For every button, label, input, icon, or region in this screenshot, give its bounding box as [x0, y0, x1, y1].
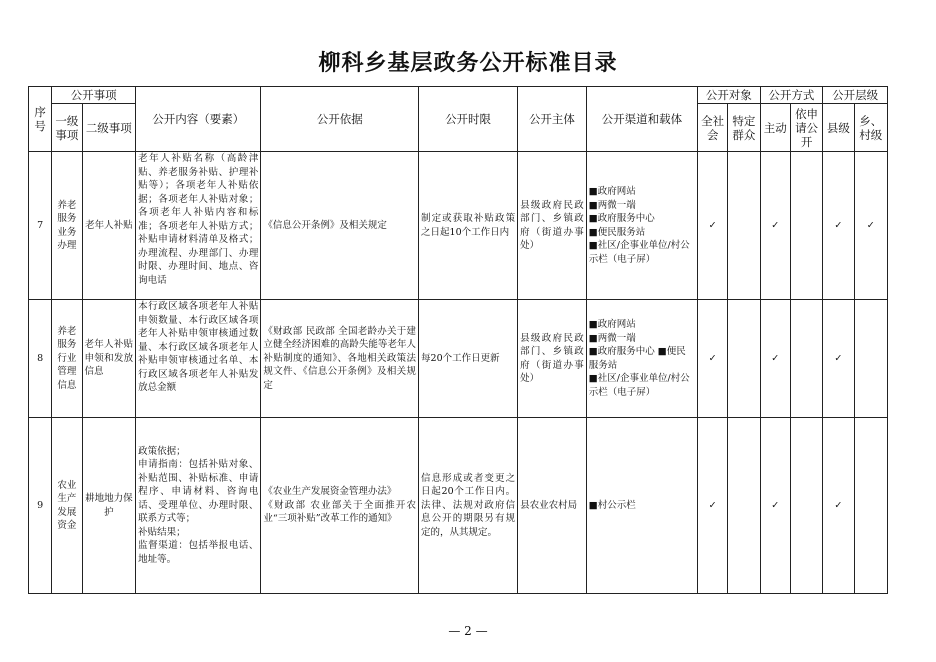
- check-method-active: ✓: [760, 418, 790, 594]
- channel-item: ■政府服务中心: [588, 213, 655, 224]
- check-level-town: [854, 300, 887, 418]
- header-level-town: 乡、村级: [854, 104, 887, 152]
- header-level1: 一级事项: [52, 104, 82, 152]
- row-content: [136, 300, 261, 418]
- content-line: 补贴结果；: [138, 526, 186, 538]
- row-time-limit: 制定或获取补贴政策之日起10个工作日内: [419, 152, 518, 300]
- table-row: [29, 152, 888, 300]
- row-channels: [586, 300, 697, 418]
- check-level-town: ✓: [854, 152, 887, 300]
- row-level2: 耕地地力保护: [82, 418, 136, 594]
- row-seq: 8: [29, 300, 52, 418]
- check-target-specific: [728, 300, 760, 418]
- channel-item: ■政府网站: [588, 186, 636, 197]
- row-time-limit: 每20个工作日更新: [419, 300, 518, 418]
- check-level-county: ✓: [823, 418, 854, 594]
- row-level1: 养老服务行业管理信息: [52, 300, 82, 418]
- check-method-active: ✓: [760, 152, 790, 300]
- check-method-request: [790, 300, 822, 418]
- content-line: 政策依据；: [138, 445, 186, 457]
- check-level-town: [854, 418, 887, 594]
- table-row: [29, 418, 888, 594]
- row-content-text: 本行政区域各项老年人补贴申领数量、本行政区域各项老年人补贴申领审核通过数量、本行政区域各项老年人补贴申领审核通过名单、本行政区域各项老年人补贴发放总金额: [138, 301, 259, 393]
- header-target-all: 全社会: [697, 104, 727, 152]
- header-method-request: 依申请公开: [790, 104, 822, 152]
- page-title: 柳科乡基层政务公开标准目录: [318, 50, 618, 76]
- page-number: — 2 —: [448, 624, 488, 638]
- header-matters: 公开事项: [52, 87, 136, 104]
- check-target-specific: [728, 418, 760, 594]
- row-basis: [261, 418, 419, 594]
- check-target-all: ✓: [697, 418, 727, 594]
- header-level-county: 县级: [823, 104, 854, 152]
- channel-item: ■政府服务中心 ■便民服务站: [588, 346, 686, 371]
- channel-item: ■两微一端: [588, 199, 636, 211]
- header-target-specific: 特定群众: [728, 104, 760, 152]
- row-content: [136, 152, 261, 300]
- header-level: 公开层级: [823, 87, 888, 104]
- row-level2: 老年人补贴: [82, 152, 136, 300]
- basis-line: 《财政部 农业部关于全面推开农业“三项补贴”改革工作的通知》: [263, 499, 417, 525]
- check-method-request: [790, 418, 822, 594]
- check-target-all: ✓: [697, 152, 727, 300]
- check-level-county: ✓: [823, 300, 854, 418]
- check-method-active: ✓: [760, 300, 790, 418]
- basis-line: 《农业生产发展资金管理办法》: [263, 486, 397, 498]
- channel-item: ■政府网站: [588, 319, 636, 330]
- content-line: 申请指南：包括补贴对象、补贴范围、补贴标准、申请程序、申请材料、咨询电话、受理单位、办理时限、联系方式等；: [138, 459, 259, 525]
- header-level2: 二级事项: [82, 104, 136, 152]
- row-basis: 《财政部 民政部 全国老龄办关于建立健全经济困难的高龄失能等老年人补贴制度的通知》、各地相关政策法规文件、《信息公开条例》及相关规定: [261, 300, 419, 418]
- row-content: [136, 418, 261, 594]
- row-level1: 农业生产发展资金: [52, 418, 82, 594]
- catalog-table: [28, 86, 888, 594]
- row-channels: [586, 418, 697, 594]
- content-line: 监督渠道：包括举报电话、地址等。: [138, 540, 259, 565]
- header-content: 公开内容（要素）: [136, 87, 261, 152]
- header-target: 公开对象: [697, 87, 760, 104]
- header-subject: 公开主体: [518, 87, 587, 152]
- header-seq: 序号: [29, 87, 52, 152]
- channel-item: ■社区/企事业单位/村公示栏（电子屏）: [588, 240, 690, 265]
- row-content-text: 老年人补贴名称（高龄津贴、养老服务补贴、护理补贴等）；各项老年人补贴依据；各项老年人补贴对象；各项老年人补贴内容和标准；各项老年人补贴方式；补贴申请材料清单及格式；办理流程、办理部门、办理时限、办理时间、地点、咨询电话: [138, 153, 259, 286]
- header-method-active: 主动: [760, 104, 790, 152]
- row-subject: 县级政府民政部门、乡镇政府（街道办事处）: [518, 152, 587, 300]
- row-subject: 县级政府民政部门、乡镇政府（街道办事处）: [518, 300, 587, 418]
- check-target-specific: [728, 152, 760, 300]
- check-target-all: ✓: [697, 300, 727, 418]
- check-level-county: ✓: [823, 152, 854, 300]
- header-channel: 公开渠道和载体: [586, 87, 697, 152]
- row-level1: 养老服务业务办理: [52, 152, 82, 300]
- row-basis: 《信息公开条例》及相关规定: [261, 152, 419, 300]
- row-level2: 老年人补贴申领和发放信息: [82, 300, 136, 418]
- channel-item: ■社区/企事业单位/村公示栏（电子屏）: [588, 373, 690, 398]
- table-row: [29, 300, 888, 418]
- row-subject: 县农业农村局: [518, 418, 587, 594]
- channel-item: ■村公示栏: [588, 499, 636, 511]
- row-channels: [586, 152, 697, 300]
- row-time-limit: 信息形成或者变更之日起20个工作日内。法律、法规对政府信息公开的期限另有规定的，从其规定。: [419, 418, 518, 594]
- header-time-limit: 公开时限: [419, 87, 518, 152]
- row-seq: 7: [29, 152, 52, 300]
- header-method: 公开方式: [760, 87, 823, 104]
- channel-item: ■两微一端: [588, 332, 636, 344]
- header-basis: 公开依据: [261, 87, 419, 152]
- row-seq: 9: [29, 418, 52, 594]
- check-method-request: [790, 152, 822, 300]
- channel-item: ■便民服务站: [588, 226, 646, 238]
